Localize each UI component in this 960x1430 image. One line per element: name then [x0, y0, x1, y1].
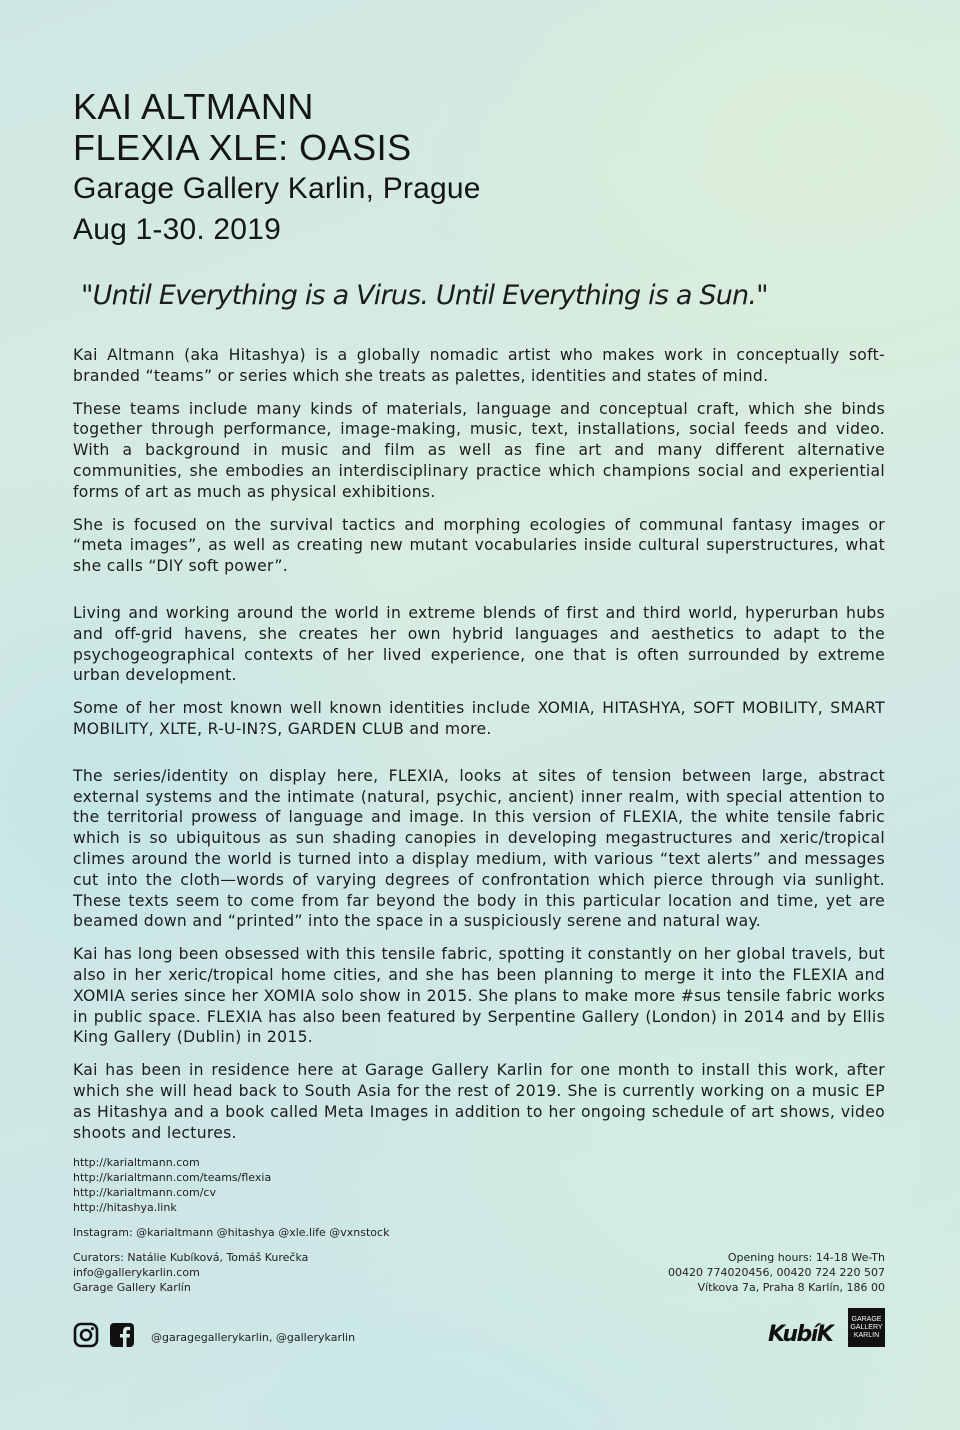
gallery-name: Garage Gallery Karlín — [73, 1281, 191, 1294]
paragraph: Living and working around the world in extreme blends of first and third world, hyperurban hubs and off-grid havens, she creates her own hybrid languages and aesthetics to adapt to the psychogeographical contexts of her lived experience, one that is often surrounded by extreme urban development. — [73, 603, 885, 685]
header-block — [73, 86, 481, 250]
garage-gallery-karlin-logo — [848, 1308, 885, 1347]
paragraph: These teams include many kinds of materials, language and conceptual craft, which she binds together through performance, image-making, music, text, installations, social feeds and video. With a background in music and film as well as fine art and many different alternative communities, she embodies an interdisciplinary practice which champions social and experiential forms of art as much as physical exhibitions. — [73, 399, 885, 501]
curators-block — [73, 1250, 308, 1295]
artist-name: KAI ALTMANN — [73, 86, 314, 127]
phone-numbers: 00420 774020456, 00420 724 220 507 — [668, 1266, 885, 1279]
paragraph: Kai has been in residence here at Garage Gallery Karlin for one month to install this work, after which she will head back to South Asia for the rest of 2019. She is currently working on a music EP as Hitashya and a book called Meta Images in addition to her ongoing schedule of art shows, video shoots and lectures. — [73, 1061, 885, 1142]
kubik-logo: KubíK — [768, 1322, 833, 1347]
logo-line: KARLIN — [853, 1331, 880, 1339]
logo-line: GALLERY — [850, 1323, 883, 1331]
social-row — [73, 1322, 355, 1348]
link[interactable]: http://karialtmann.com/cv — [73, 1186, 216, 1199]
instagram-handles: Instagram: @karialtmann @hitashya @xle.life @vxnstock — [73, 1226, 390, 1239]
logo-line: GARAGE — [851, 1315, 882, 1323]
exhibition-title: FLEXIA XLE: OASIS — [73, 127, 412, 168]
paragraph: She is focused on the survival tactics and morphing ecologies of communal fantasy images or “meta images”, as well as creating new mutant vocabularies inside cultural superstructures, what she calls “DIY soft power”. — [73, 515, 885, 576]
paragraph: Some of her most known well known identities include XOMIA, HITASHYA, SOFT MOBILITY, SMART MOBILITY, XLTE, R-U-IN?S, GARDEN CLUB and more. — [73, 699, 885, 738]
contact-block — [668, 1250, 885, 1295]
opening-hours: Opening hours: 14-18 We-Th — [727, 1251, 885, 1264]
quote: "Until Everything is a Virus. Until Everything is a Sun." — [81, 280, 768, 311]
venue: Garage Gallery Karlin, Prague — [73, 172, 481, 205]
dates: Aug 1-30. 2019 — [73, 213, 281, 246]
email-link[interactable]: info@gallerykarlin.com — [73, 1266, 200, 1279]
flyer — [73, 0, 885, 1430]
paragraph: Kai Altmann (aka Hitashya) is a globally nomadic artist who makes work in conceptually soft-branded “teams” or series which she treats as palettes, identities and states of mind. — [73, 346, 885, 385]
facebook-icon[interactable] — [109, 1322, 135, 1348]
social-handles: @garagegallerykarlin, @gallerykarlin — [151, 1330, 356, 1344]
link[interactable]: http://karialtmann.com/teams/flexia — [73, 1171, 272, 1184]
link[interactable]: http://hitashya.link — [73, 1201, 177, 1214]
instagram-icon[interactable] — [73, 1322, 99, 1348]
paragraph: Kai has long been obsessed with this tensile fabric, spotting it constantly on her global travels, but also in her xeric/tropical home cities, and she has been planning to merge it into the FLEXIA and XOMIA series since her XOMIA solo show in 2015. She plans to make more #sus tensile fabric works in public space. FLEXIA has also been featured by Serpentine Gallery (London) in 2014 and by Ellis King Gallery (Dublin) in 2015. — [73, 945, 885, 1047]
curators-names: Curators: Natálie Kubíková, Tomáš Kurečka — [73, 1251, 309, 1264]
link[interactable]: http://karialtmann.com — [73, 1156, 200, 1169]
link-list — [73, 1155, 271, 1215]
address: Vítkova 7a, Praha 8 Karlín, 186 00 — [697, 1281, 885, 1294]
body-text — [73, 345, 885, 1155]
paragraph: The series/identity on display here, FLEXIA, looks at sites of tension between large, abstract external systems and the intimate (natural, psychic, ancient) inner realm, with special attention to the territorial prowess of language and image. In this version of FLEXIA, the white tensile fabric which is so ubiquitous as sun shading canopies in developing megastructures and xeric/tropical climes around the world is turned into a display medium, with various “text alerts” and messages cut into the cloth—words of varying degrees of confrontation which pierce through via sunlight. These texts seem to come from far beyond the body in this particular location and time, yet are beamed down and “printed” into the space in a suspiciously serene and natural way. — [73, 766, 885, 931]
